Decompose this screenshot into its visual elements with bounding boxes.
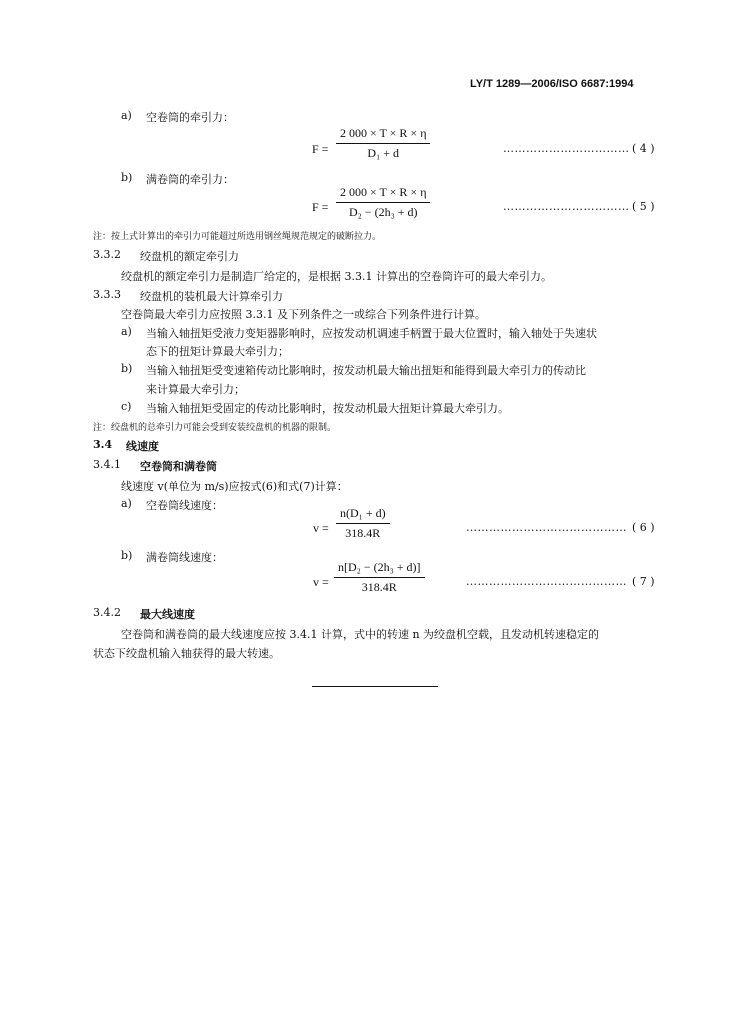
eq7-number: ( 7 ) <box>632 575 655 588</box>
section-number-3-4-1: 3.4.1 <box>93 458 121 471</box>
eq4-number: ( 4 ) <box>632 142 655 155</box>
note-breaking-force: 注：按上式计算出的牵引力可能超过所选用钢丝绳规范规定的破断拉力。 <box>93 232 382 242</box>
section-number-3-4-2: 3.4.2 <box>93 606 121 619</box>
item-a-velocity-text: 空卷筒线速度： <box>146 499 223 512</box>
eq7-lhs: v = <box>313 575 329 589</box>
list-marker-b: b) <box>121 362 133 375</box>
section-title-3-4: 线速度 <box>126 440 159 453</box>
paragraph-3-4-2-line1: 空卷筒和满卷筒的最大线速度应按 3.4.1 计算，式中的转速 n 为绞盘机空载，且发动机转速稳定的 <box>121 628 600 641</box>
eq5-number: ( 5 ) <box>632 200 655 213</box>
section-number-3-3-3: 3.3.3 <box>93 288 121 301</box>
list-item-b-line1: 当输入轴扭矩受变速箱传动比影响时，按发动机最大输出扭矩和能得到最大牵引力的传动比 <box>146 364 586 377</box>
eq6-denominator: 318.4R <box>345 526 381 540</box>
eq4-numerator: 2 000 × T × R × η <box>340 126 427 140</box>
list-item-b-line2: 来计算最大牵引力； <box>146 383 245 396</box>
eq6-lhs: v = <box>313 521 329 535</box>
eq5-numerator: 2 000 × T × R × η <box>340 185 427 199</box>
eq5-leader-dots: …………………………… <box>503 200 630 213</box>
eq6-fraction <box>336 506 390 541</box>
item-b-marker: b) <box>121 171 133 184</box>
item-a-marker: a) <box>121 109 132 122</box>
section-title-3-3-3: 绞盘机的装机最大计算牵引力 <box>140 290 283 303</box>
list-item-a-line2: 态下的扭矩计算最大牵引力； <box>146 345 289 358</box>
list-marker-a: a) <box>121 325 132 338</box>
eq6-leader-dots: …………………………………… <box>466 521 627 534</box>
eq7-numerator: n[D₂ − (2h₃ + d)] <box>338 560 421 574</box>
paragraph-3-3-2: 绞盘机的额定牵引力是制造厂给定的，是根据 3.3.1 计算出的空卷筒许可的最大牵引力。 <box>121 270 552 283</box>
eq5-lhs: F = <box>312 200 329 214</box>
eq4-lhs: F = <box>312 142 329 156</box>
section-title-3-4-1: 空卷筒和满卷筒 <box>140 460 217 473</box>
eq4-denominator: D₁ + d <box>367 146 400 160</box>
note-machine-limit: 注：绞盘机的总牵引力可能会受到安装绞盘机的机器的限制。 <box>93 423 337 433</box>
section-number-3-4: 3.4 <box>93 438 113 451</box>
list-item-a-line1: 当输入轴扭矩受液力变矩器影响时，应按发动机调速手柄置于最大位置时，输入轴处于失速状 <box>146 327 597 340</box>
paragraph-3-3-3-intro: 空卷筒最大牵引力应按照 3.3.1 及下列条件之一或综合下列条件进行计算。 <box>121 308 486 321</box>
item-a-velocity-marker: a) <box>121 497 132 510</box>
item-b-text: 满卷筒的牵引力： <box>146 173 234 186</box>
paragraph-3-4-1-intro: 线速度 v(单位为 m/s)应按式(6)和式(7)计算： <box>121 480 348 493</box>
end-of-document-rule <box>312 686 438 687</box>
eq5-fraction <box>336 185 430 220</box>
paragraph-3-4-2-line2: 状态下绞盘机输入轴获得的最大转速。 <box>93 647 280 660</box>
item-b-velocity-marker: b) <box>121 549 133 562</box>
eq4-fraction <box>336 126 430 161</box>
eq7-leader-dots: …………………………………… <box>466 575 627 588</box>
eq6-number: ( 6 ) <box>632 521 655 534</box>
eq7-fraction <box>334 560 425 595</box>
list-marker-c: c) <box>121 400 132 413</box>
eq7-denominator: 318.4R <box>361 580 397 594</box>
list-item-c-line1: 当输入轴扭矩受固定的传动比影响时，按发动机最大扭矩计算最大牵引力。 <box>146 402 509 415</box>
section-number-3-3-2: 3.3.2 <box>93 248 121 261</box>
section-title-3-4-2: 最大线速度 <box>140 608 195 621</box>
item-a-text: 空卷筒的牵引力： <box>146 111 234 124</box>
item-b-velocity-text: 满卷筒线速度： <box>146 551 223 564</box>
eq4-leader-dots: …………………………… <box>503 142 630 155</box>
section-title-3-3-2: 绞盘机的额定牵引力 <box>140 250 239 263</box>
eq6-numerator: n(D₁ + d) <box>340 506 386 520</box>
eq5-denominator: D₂ − (2h₃ + d) <box>348 205 418 219</box>
standard-code: LY/T 1289—2006/ISO 6687:1994 <box>470 78 634 90</box>
